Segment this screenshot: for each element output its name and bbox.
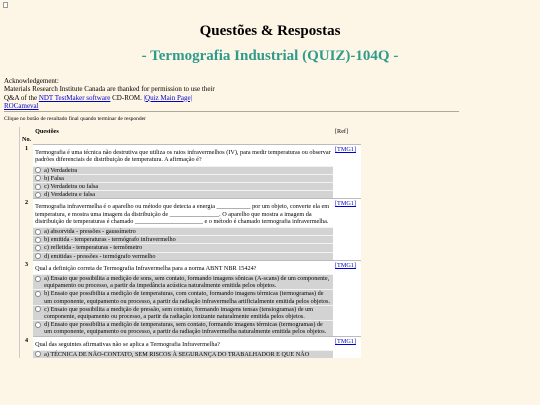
answer-option[interactable]	[33, 166, 333, 174]
answer-option[interactable]	[33, 305, 333, 320]
answer-option[interactable]	[33, 235, 333, 243]
answer-option-row[interactable]	[20, 252, 361, 260]
answer-option-row[interactable]	[20, 174, 361, 182]
question-number: 1	[25, 145, 29, 153]
answer-option-label: b) Falsa	[44, 174, 64, 182]
page-subtitle: - Termografia Industrial (QUIZ)-104Q -	[141, 48, 399, 64]
answer-radio-button[interactable]	[35, 167, 41, 173]
answer-option-wrap[interactable]	[35, 306, 331, 320]
ref-cell	[333, 260, 361, 336]
broken-image-icon	[3, 2, 8, 8]
answer-radio-button[interactable]	[35, 276, 41, 282]
ref-link[interactable]: [TMG1]	[335, 337, 356, 345]
answer-option-label: a) Verdadeira	[44, 166, 78, 174]
question-text: Termografia infravermelha é o aparelho ou método que detecta a energia ___________ por um objeto, converte ela em temperatura, e mostra uma imagem da distribuição de ________________. O aparelho que mostra a imagem da distribuição de temperaturas é chamado ______________________ e o método é chamado termografia infravermelha.	[33, 198, 333, 227]
answer-option-row[interactable]	[20, 243, 361, 251]
answer-radio-button[interactable]	[35, 237, 41, 243]
answer-option[interactable]	[33, 190, 333, 198]
question-number: 4	[25, 336, 29, 344]
answer-option-row[interactable]	[20, 166, 361, 174]
answer-option-row[interactable]	[20, 305, 361, 320]
answer-option[interactable]	[33, 174, 333, 182]
ack-mid: CD-ROM.	[110, 93, 144, 102]
answer-option-wrap[interactable]	[35, 290, 331, 304]
answer-option-label: c) Verdadeira ou falsa	[44, 183, 99, 191]
divider	[4, 111, 459, 112]
answer-radio-button[interactable]	[35, 175, 41, 181]
quiz-main-page-link[interactable]: |Quiz Main Page|	[143, 93, 192, 102]
answer-option[interactable]	[33, 243, 333, 251]
answer-option-wrap[interactable]	[35, 175, 331, 182]
answer-option-row[interactable]	[20, 289, 361, 304]
answer-option-label: c) refletida - temperaturas - termômetro	[44, 244, 143, 252]
answer-radio-button[interactable]	[35, 253, 41, 259]
question-row	[20, 336, 361, 350]
answer-option-wrap[interactable]	[35, 253, 331, 260]
question-text: Qual das seguintes afirmativas não se aplica a Termografia Infravermelha?	[33, 336, 333, 350]
page-title: Questões & Respostas	[199, 23, 341, 39]
answer-option-row[interactable]	[20, 235, 361, 243]
answer-radio-button[interactable]	[35, 322, 41, 328]
answer-option-label: b) emitida - temperaturas - termógrafo infravermelho	[44, 236, 176, 244]
answer-option-label: d) Ensaio que possibilita a medição de temperaturas, sem contato, formando imagens térmicas (termogramas) de um componente, equipamento ou processo, a partir da radiação infravermelha naturalmente emitida pelos objetos.	[44, 321, 327, 336]
answer-radio-button[interactable]	[35, 192, 41, 198]
question-number: 2	[25, 199, 29, 207]
answer-radio-button[interactable]	[35, 291, 41, 297]
answer-option-wrap[interactable]	[35, 167, 331, 174]
answer-radio-button[interactable]	[35, 229, 41, 235]
ref-cell	[333, 336, 361, 358]
question-row	[20, 144, 361, 165]
answer-option[interactable]	[33, 182, 333, 190]
answer-option-row[interactable]	[20, 350, 361, 358]
answer-option[interactable]	[33, 320, 333, 335]
answer-option-row[interactable]	[20, 182, 361, 190]
answer-option-row[interactable]	[20, 190, 361, 198]
question-number: 3	[25, 260, 29, 268]
answer-option-label: d) emitidas - pressões - termógrafo vermelho	[44, 252, 156, 260]
column-header-number: No.	[22, 136, 32, 143]
ref-link[interactable]: [TMG1]	[335, 261, 356, 269]
answer-option-label: c) Ensaio que possibilita a medição de pressão, sem contato, formando imagens tensas (tensiogramas) de um componente, equipamento ou processo, a partir da radiação ionizante naturalmente emitida pelos objetos.	[44, 305, 314, 321]
column-header-ref: [Ref]	[335, 128, 349, 135]
answer-radio-button[interactable]	[35, 245, 41, 251]
answer-option-wrap[interactable]	[35, 351, 331, 358]
question-text: Qual a definição correta de Termografia Infravermelha para a norma ABNT NBR 15424?	[33, 260, 333, 274]
ref-link[interactable]: [TMG1]	[335, 146, 356, 154]
answer-option[interactable]	[33, 227, 333, 235]
answer-option-label: b) Ensaio que possibilita a medição de temperaturas, com contato, formando imagens térmicas (termogramas) de um componente, equipamento ou processo, a partir da radiação infravermelha artificialmente emitida pelos objetos.	[44, 290, 331, 305]
question-row	[20, 198, 361, 227]
answer-option-label: a) Ensaio que possibilita a medição de sons, sem contato, formando imagens sônicas (A-scans) de um componente, equipamento ou processo, a partir da impedância acústica naturalmente emitida pelos objetos.	[44, 275, 330, 290]
answer-option-row[interactable]	[20, 227, 361, 235]
answer-option-wrap[interactable]	[35, 183, 331, 190]
ack-links-line	[4, 94, 264, 102]
acknowledgement-block	[4, 77, 264, 110]
answer-option-wrap[interactable]	[35, 275, 331, 289]
answer-option-wrap[interactable]	[35, 228, 331, 235]
ref-cell	[333, 144, 361, 198]
answer-option-label: d) Verdadeira e falsa	[44, 191, 96, 199]
answer-option[interactable]	[33, 274, 333, 289]
quiz-table	[19, 127, 361, 358]
answer-radio-button[interactable]	[35, 184, 41, 190]
answer-option-row[interactable]	[20, 274, 361, 289]
ack-text: Materials Research Institute Canada are thanked for permission to use their	[4, 85, 215, 94]
answer-option[interactable]	[33, 252, 333, 260]
ack-heading: Acknowledgement:	[4, 77, 59, 85]
answer-option-row[interactable]	[20, 320, 361, 335]
rocameval-link[interactable]: ROCameval	[4, 101, 39, 110]
answer-radio-button[interactable]	[35, 351, 41, 357]
answer-radio-button[interactable]	[35, 306, 41, 312]
table-header-row	[20, 127, 361, 144]
ack-prefix: Q&A of the	[4, 93, 39, 102]
answer-option-wrap[interactable]	[35, 191, 331, 198]
column-header-questions: Questões	[35, 128, 59, 135]
question-row	[20, 260, 361, 274]
answer-option-label: a) absorvida - pressões - gaussímetro	[44, 228, 136, 236]
answer-option-wrap[interactable]	[35, 321, 331, 335]
question-text: Termografia é uma técnica não destrutiva que utiliza os raios infravermelhos (IV), para medir temperaturas ou observar padrões diferenciais de distribuição de temperatura. A afirmação é?	[33, 144, 333, 165]
ref-cell	[333, 198, 361, 259]
answer-option-wrap[interactable]	[35, 236, 331, 243]
ref-link[interactable]: [TMG1]	[335, 200, 356, 208]
instruction-text: Clique no botão de resultado final quando terminar de responder	[4, 116, 146, 122]
answer-option-wrap[interactable]	[35, 244, 331, 251]
answer-option[interactable]	[33, 350, 333, 358]
answer-option-label: a) TÉCNICA DE NÃO-CONTATO, SEM RISCOS À SEGURANÇA DO TRABALHADOR E QUE NÃO	[44, 350, 310, 358]
ndt-testmaker-link[interactable]: NDT TestMaker software	[38, 93, 111, 102]
answer-option[interactable]	[33, 289, 333, 304]
